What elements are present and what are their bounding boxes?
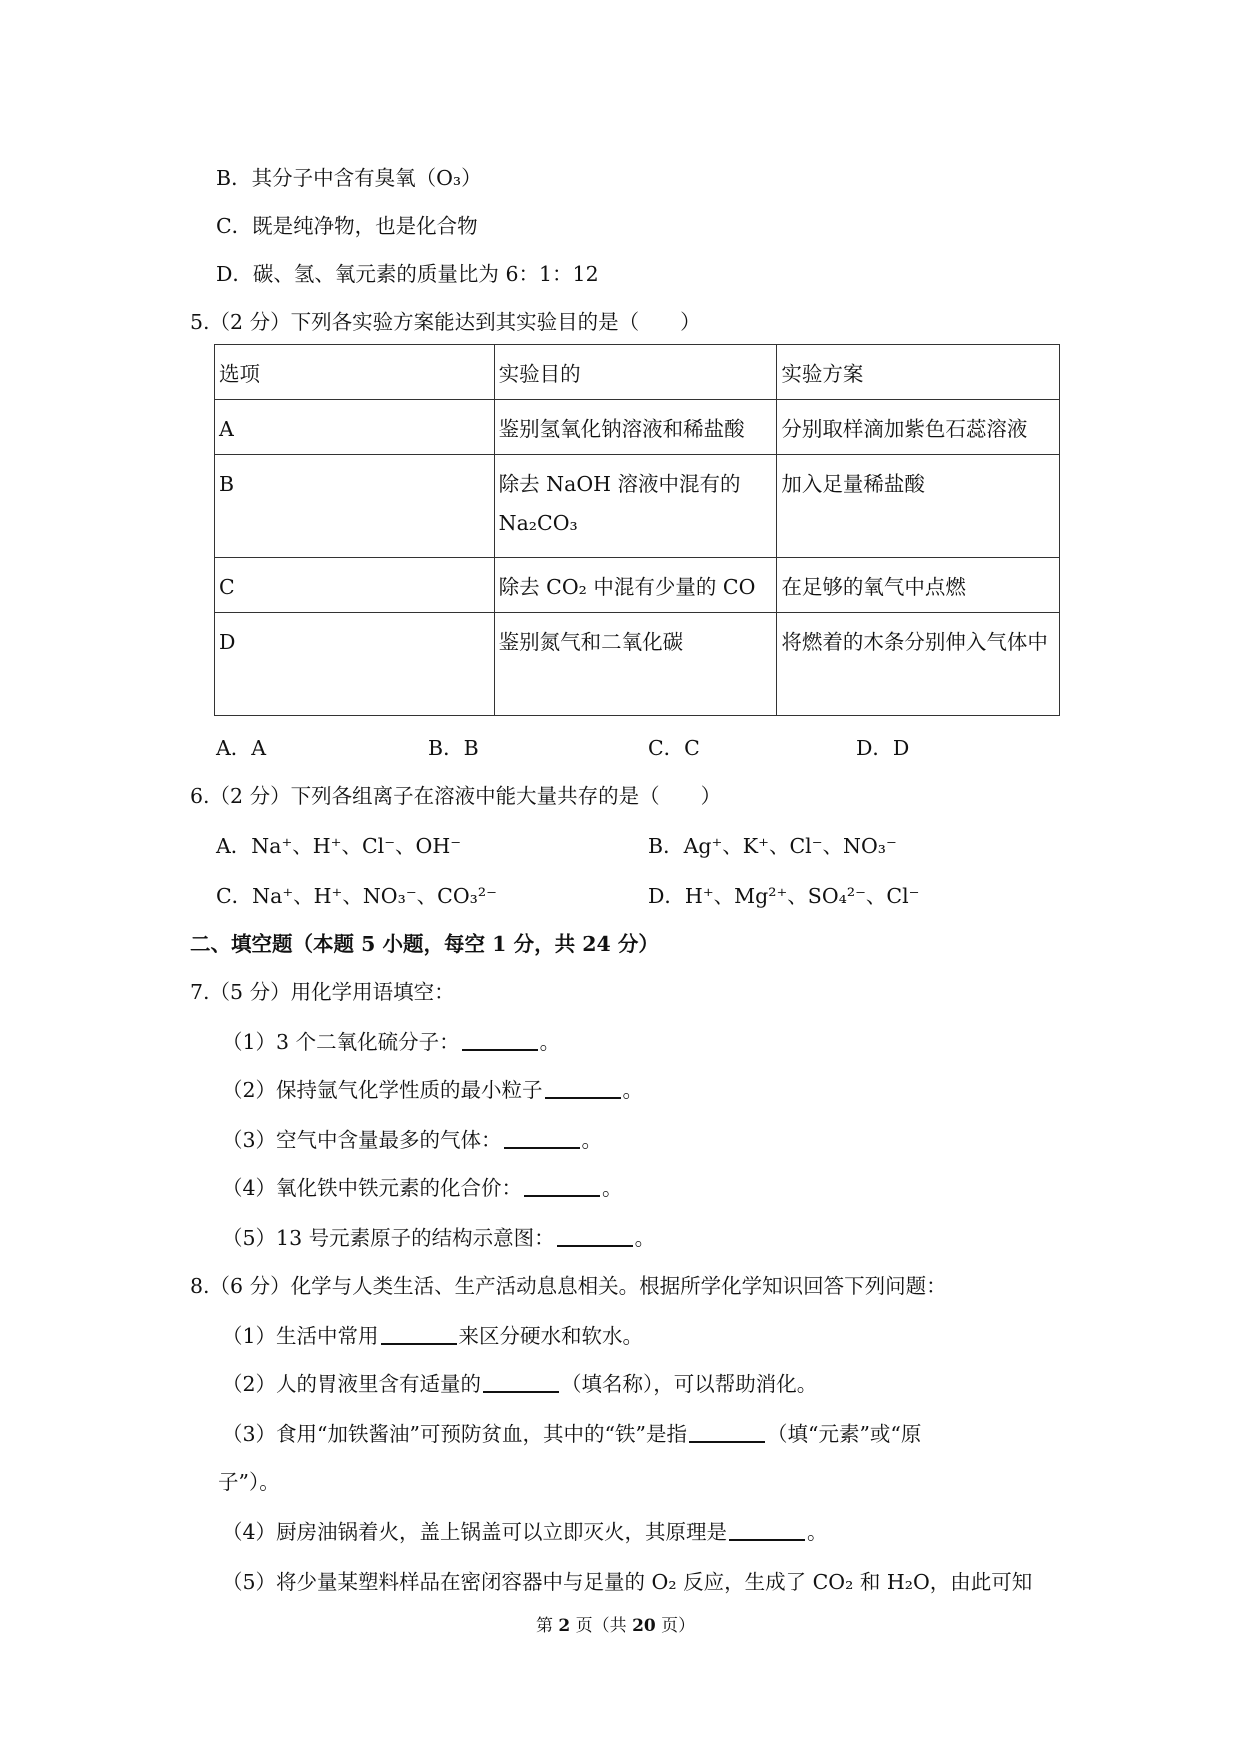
- q7-item-1: （1）3 个二氧化硫分子： 。: [222, 1030, 561, 1054]
- q6-option-d: D．H⁺、Mg²⁺、SO₄²⁻、Cl⁻: [648, 884, 920, 908]
- table-header-cell: 实验方案: [777, 345, 1060, 400]
- table-cell: 鉴别氮气和二氧化碳: [494, 613, 777, 716]
- page-number: 2: [558, 1616, 571, 1636]
- table-row: [215, 613, 1060, 716]
- table-cell: 除去 NaOH 溶液中混有的 Na₂CO₃: [494, 455, 777, 558]
- q6-option-a: A．Na⁺、H⁺、Cl⁻、OH⁻: [216, 834, 462, 858]
- table-header-cell: 选项: [215, 345, 495, 400]
- table-row: [215, 455, 1060, 558]
- experiment-table: [214, 344, 1060, 716]
- table-cell: 鉴别氢氧化钠溶液和稀盐酸: [494, 400, 777, 455]
- q4-option-c: C．既是纯净物，也是化合物: [216, 214, 478, 238]
- q8-item-5: （5）将少量某塑料样品在密闭容器中与足量的 O₂ 反应，生成了 CO₂ 和 H₂O，由此可知: [222, 1570, 1033, 1594]
- q7-item-5: （5）13 号元素原子的结构示意图： 。: [222, 1226, 656, 1250]
- q5-option-b: B．B: [428, 736, 479, 760]
- table-cell: 在足够的氧气中点燃: [777, 558, 1060, 613]
- table-cell: A: [215, 400, 495, 455]
- q8-item-3: （3）食用“加铁酱油”可预防贫血，其中的“铁”是指 （填“元素”或“原: [222, 1422, 922, 1446]
- q8-item-4: （4）厨房油锅着火，盖上锅盖可以立即灭火，其原理是 。: [222, 1520, 828, 1544]
- table-row: [215, 558, 1060, 613]
- answer-blank: [381, 1327, 457, 1345]
- answer-blank: [545, 1081, 621, 1099]
- answer-blank: [557, 1229, 633, 1247]
- q8-stem: 8.（6 分）化学与人类生活、生产活动息息相关。根据所学化学知识回答下列问题：: [190, 1274, 947, 1298]
- section-heading: 二、填空题（本题 5 小题，每空 1 分，共 24 分）: [190, 932, 659, 956]
- answer-blank: [729, 1523, 805, 1541]
- answer-blank: [483, 1375, 559, 1393]
- table-cell: 将燃着的木条分别伸入气体中: [777, 613, 1060, 716]
- table-cell: 除去 CO₂ 中混有少量的 CO: [494, 558, 777, 613]
- table-row: [215, 400, 1060, 455]
- q6-stem: 6.（2 分）下列各组离子在溶液中能大量共存的是（ ）: [190, 784, 722, 808]
- table-cell: C: [215, 558, 495, 613]
- q4-option-b: B．其分子中含有臭氧（O₃）: [216, 166, 482, 190]
- q7-item-4: （4）氧化铁中铁元素的化合价： 。: [222, 1176, 623, 1200]
- answer-blank: [462, 1033, 538, 1051]
- table-cell: 分别取样滴加紫色石蕊溶液: [777, 400, 1060, 455]
- answer-blank: [524, 1179, 600, 1197]
- q5-stem: 5.（2 分）下列各实验方案能达到其实验目的是（ ）: [190, 310, 701, 334]
- q6-option-b: B．Ag⁺、K⁺、Cl⁻、NO₃⁻: [648, 834, 897, 858]
- table-cell: 加入足量稀盐酸: [777, 455, 1060, 558]
- q6-option-c: C．Na⁺、H⁺、NO₃⁻、CO₃²⁻: [216, 884, 497, 908]
- answer-blank: [689, 1425, 765, 1443]
- q8-item-1: （1）生活中常用 来区分硬水和软水。: [222, 1324, 644, 1348]
- q4-option-d: D．碳、氢、氧元素的质量比为 6：1：12: [216, 262, 599, 286]
- q7-item-3: （3）空气中含量最多的气体： 。: [222, 1128, 603, 1152]
- q8-item-3-cont: 子”）。: [218, 1470, 280, 1494]
- q5-option-a: A．A: [216, 736, 267, 760]
- page-footer: 第 2 页（共 20 页）: [536, 1616, 696, 1636]
- q5-option-d: D．D: [856, 736, 910, 760]
- q5-option-c: C．C: [648, 736, 700, 760]
- table-header-cell: 实验目的: [494, 345, 777, 400]
- answer-blank: [504, 1131, 580, 1149]
- table-cell: B: [215, 455, 495, 558]
- q8-item-2: （2）人的胃液里含有适量的 （填名称），可以帮助消化。: [222, 1372, 818, 1396]
- total-pages: 20: [632, 1616, 656, 1636]
- table-header-row: [215, 345, 1060, 400]
- q7-stem: 7.（5 分）用化学用语填空：: [190, 980, 455, 1004]
- table-cell: D: [215, 613, 495, 716]
- q7-item-2: （2）保持氩气化学性质的最小粒子 。: [222, 1078, 644, 1102]
